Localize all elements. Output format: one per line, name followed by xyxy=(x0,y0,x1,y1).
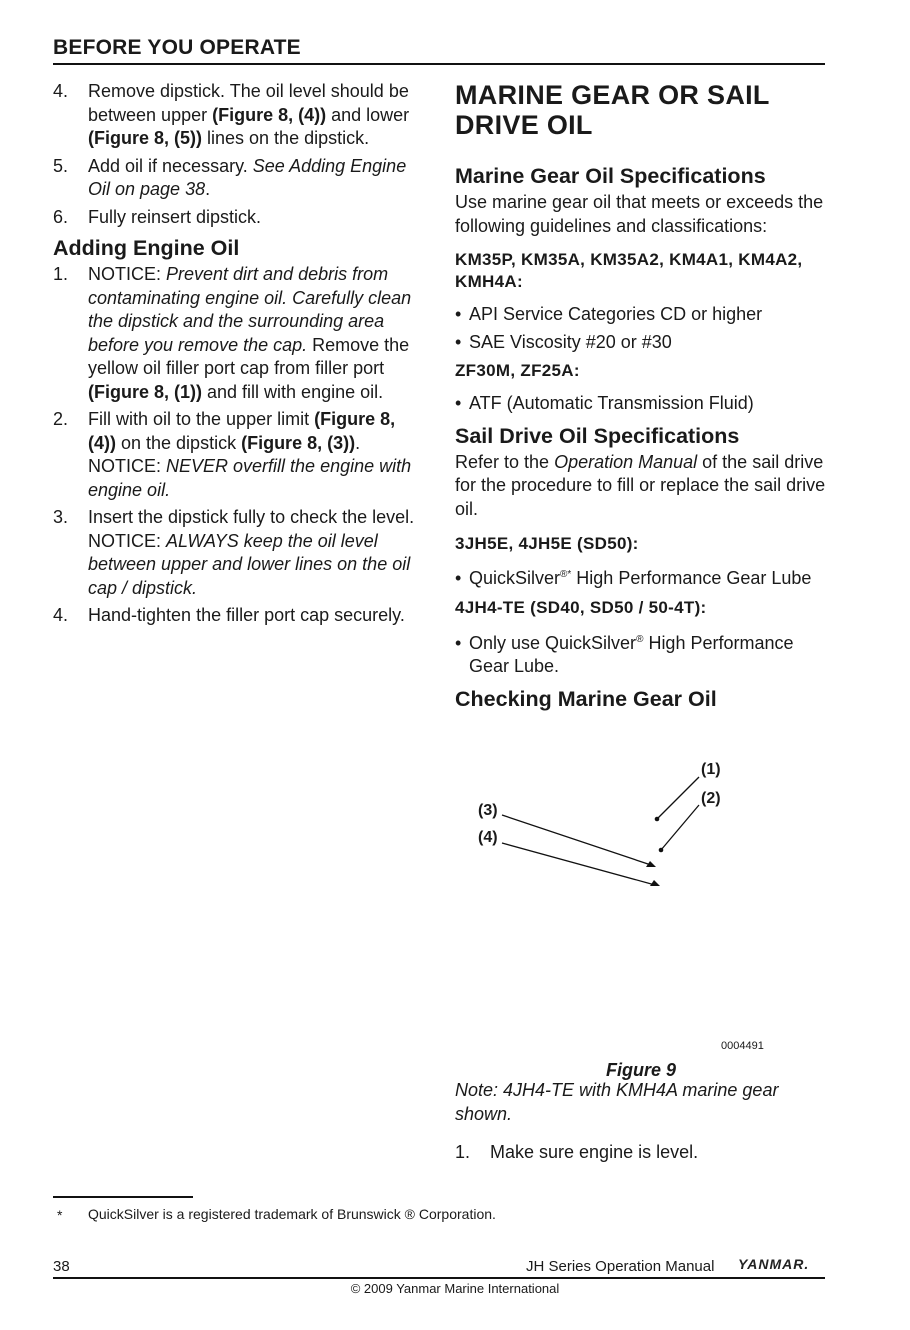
figure-note: Note: 4JH4-TE with KMH4A marine gear shown. xyxy=(455,1080,779,1124)
step-text: NOTICE: xyxy=(88,264,167,284)
check-step-1-text: Make sure engine is level. xyxy=(490,1142,699,1162)
bullet-api: • API Service Categories CD or higher xyxy=(455,303,827,327)
header-rule xyxy=(53,63,825,65)
bullet-3-text-a: QuickSilver xyxy=(469,568,561,588)
leader-line-2 xyxy=(661,805,699,850)
leader-line-3 xyxy=(502,815,651,865)
checking-heading: Checking Marine Gear Oil xyxy=(455,686,717,711)
callout-1: (1) xyxy=(701,761,721,778)
sail-intro-text: Refer to the xyxy=(455,451,555,472)
model-group-1: KM35P, KM35A, KM35A2, KM4A1, KM4A2, KMH4A: xyxy=(455,250,803,291)
step-text: Hand-tighten the filler port cap securely. xyxy=(88,605,405,625)
footnote-rule xyxy=(53,1196,193,1198)
upper-step xyxy=(53,206,425,230)
adding-step xyxy=(53,604,425,628)
sail-intro-text: Operation Manual xyxy=(554,451,698,472)
step-text: (Figure 8, (4)) xyxy=(212,104,327,125)
step-text: ALWAYS keep the oil level between upper and lower lines on the oil cap / dipstick. xyxy=(88,530,411,598)
bullet-atf: • ATF (Automatic Transmission Fluid) xyxy=(455,392,827,416)
figure-9-drawing xyxy=(455,755,827,1055)
section-title: BEFORE YOU OPERATE xyxy=(53,36,301,59)
trademark-sup-2: ® xyxy=(636,633,644,645)
step-text: Remove the yellow oil filler port cap from filler port xyxy=(88,334,410,378)
step-text: (Figure 8, (1)) xyxy=(88,381,203,402)
step-number: 2. xyxy=(53,409,69,429)
steps-list-a xyxy=(53,80,425,229)
upper-step xyxy=(53,80,425,151)
steps-list-b xyxy=(53,263,425,628)
footnote-text: QuickSilver is a registered trademark of Brunswick ® Corporation. xyxy=(88,1206,496,1222)
figure-caption: Figure 9 xyxy=(605,1060,676,1080)
main-heading: MARINE GEAR OR SAIL DRIVE OIL xyxy=(455,80,770,140)
check-step-1 xyxy=(455,1141,862,1165)
step-number: 5. xyxy=(53,155,69,176)
adding-step xyxy=(53,408,425,502)
step-text: Insert the dipstick fully to check the level. NOTICE: xyxy=(88,507,415,551)
step-text: See Adding Engine Oil on page 38 xyxy=(88,155,407,199)
step-text: and fill with engine oil. xyxy=(202,381,384,402)
step-text: lines on the dipstick. xyxy=(202,128,370,148)
adding-step xyxy=(53,263,425,404)
bullet-3-text-b: High Performance Gear Lube xyxy=(571,568,812,588)
leader-line-4 xyxy=(502,843,655,885)
bullet-4-text-b: High Performance Gear Lube. xyxy=(469,632,794,676)
upper-step xyxy=(53,155,425,202)
leader-dot-2 xyxy=(659,848,664,853)
step-text: and lower xyxy=(326,104,410,125)
callout-3: (3) xyxy=(478,802,498,819)
callout-2: (2) xyxy=(701,790,721,807)
sail-intro xyxy=(455,451,827,522)
step-text: Prevent dirt and debris from contaminating engine oil. Carefully clean the dipstick and the surrounding area before you remove the cap. xyxy=(88,264,412,355)
figure-image-id: 0004491 xyxy=(721,1040,764,1052)
step-number: 6. xyxy=(53,206,69,227)
sail-heading: Sail Drive Oil Specifications xyxy=(455,423,740,448)
brand-logo: YANMAR. xyxy=(738,1256,810,1272)
model-group-4: 4JH4-TE (SD40, SD50 / 50-4T): xyxy=(455,597,707,617)
arrowhead-4 xyxy=(650,880,660,886)
left-column xyxy=(53,80,425,632)
leader-dot-1 xyxy=(655,817,660,822)
page-number: 38 xyxy=(53,1258,70,1275)
check-step-1-number: 1. xyxy=(455,1142,471,1162)
adding-step xyxy=(53,506,425,600)
spec-heading: Marine Gear Oil Specifications xyxy=(455,164,766,188)
step-text: . xyxy=(205,179,211,199)
step-text: on the dipstick xyxy=(116,432,242,453)
step-text: (Figure 8, (5)) xyxy=(88,128,203,148)
step-number: 4. xyxy=(53,605,69,625)
callout-4: (4) xyxy=(478,829,498,846)
model-group-3: 3JH5E, 4JH5E (SD50): xyxy=(455,534,639,553)
copyright: © 2009 Yanmar Marine International xyxy=(350,1281,560,1296)
right-column xyxy=(455,80,827,712)
step-text: (Figure 8, (4)) xyxy=(88,409,396,453)
spec-intro: Use marine gear oil that meets or exceeds the following guidelines and classifications: xyxy=(455,192,824,236)
bullet-4-text-a: Only use QuickSilver xyxy=(469,632,637,653)
model-group-2: ZF30M, ZF25A: xyxy=(455,361,580,380)
step-text: (Figure 8, (3)) xyxy=(241,432,356,453)
step-number: 4. xyxy=(53,81,69,101)
bullet-quicksilver-2 xyxy=(455,632,827,679)
figure-9 xyxy=(455,755,827,1055)
step-text: NEVER overfill the engine with engine oil. xyxy=(88,456,412,500)
step-text: . NOTICE: xyxy=(88,432,361,476)
step-number: 3. xyxy=(53,507,69,527)
step-text: Fill with oil to the upper limit xyxy=(88,409,315,429)
step-text: Add oil if necessary. xyxy=(88,155,253,176)
adding-oil-heading: Adding Engine Oil xyxy=(53,236,240,260)
step-text: Fully reinsert dipstick. xyxy=(88,206,262,227)
bullet-sae: • SAE Viscosity #20 or #30 xyxy=(455,331,827,355)
step-text: Remove dipstick. The oil level should be between upper xyxy=(88,81,409,125)
trademark-sup-1: ®* xyxy=(560,569,572,580)
step-number: 1. xyxy=(53,264,69,284)
footer-rule xyxy=(53,1277,825,1279)
sail-intro-text: of the sail drive for the procedure to fill or replace the sail drive oil. xyxy=(455,451,826,519)
manual-title: JH Series Operation Manual xyxy=(526,1258,715,1275)
footnote-mark: * xyxy=(57,1207,63,1223)
bullet-quicksilver-1 xyxy=(455,567,827,591)
